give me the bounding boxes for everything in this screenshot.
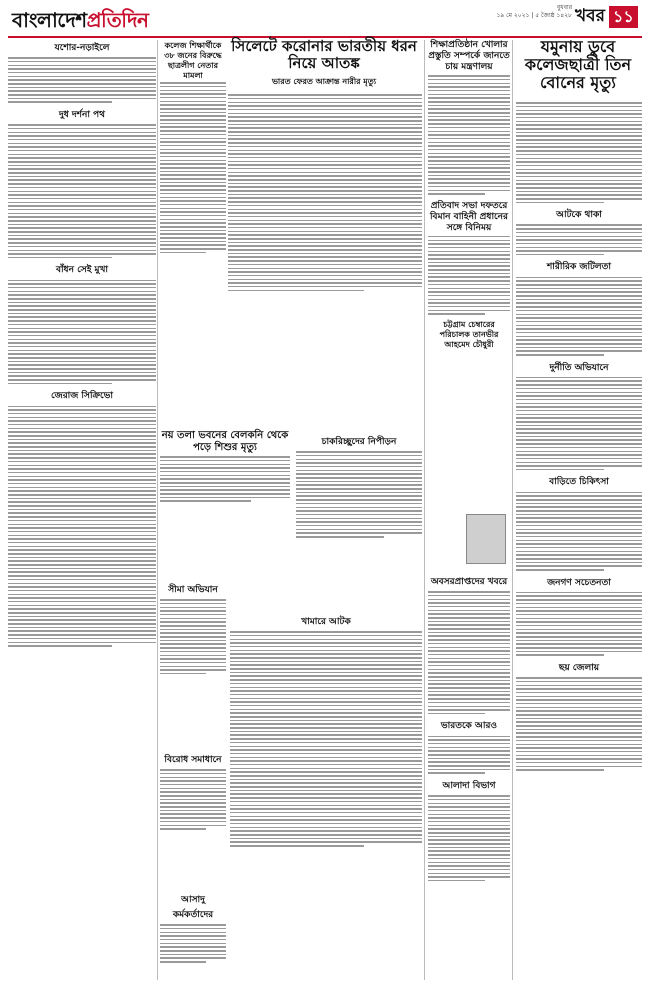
masthead bbox=[0, 0, 650, 36]
story-heading: বাঁধন সেই মুখা bbox=[55, 265, 109, 276]
column-5 bbox=[516, 100, 642, 773]
story-region: যশোর-নড়াইলে bbox=[54, 43, 110, 53]
body-text bbox=[8, 57, 156, 103]
story-heading: আসাদু কর্মকর্তাদের bbox=[172, 895, 214, 920]
right-headline: যমুনায় ডুবে কলেজছাত্রী তিন বোনের মৃত্যু bbox=[524, 37, 632, 92]
story-heading: শারীরিক জটিলতা bbox=[546, 262, 611, 273]
story-heading: সীমা অভিযান bbox=[168, 585, 218, 595]
lead-body bbox=[228, 92, 422, 293]
column-4 bbox=[428, 40, 510, 349]
newspaper-logo: বাংলাদেশপ্রতিদিন bbox=[12, 8, 149, 32]
story-heading: জেরাজ সিক্রিভো bbox=[50, 391, 113, 402]
story-retired bbox=[428, 570, 510, 884]
story-heading: খামারে আটক bbox=[301, 617, 351, 627]
column-2 bbox=[160, 40, 226, 256]
story-farm bbox=[230, 610, 422, 849]
column-1 bbox=[8, 40, 156, 649]
column-divider bbox=[424, 40, 425, 980]
story-heading: অবসরপ্রাপ্তদের খবরে bbox=[430, 577, 508, 587]
story-heading: বিরোধ সমাধানে bbox=[164, 755, 222, 765]
story-border bbox=[160, 578, 226, 677]
story-jobseekers bbox=[296, 430, 422, 540]
story-heading: আলাদা বিভাগ bbox=[442, 780, 496, 791]
dateline: বুধবার ১৯ মে ২০২১ | ৫ জ্যৈষ্ঠ ১৪২৮ bbox=[496, 4, 572, 19]
story-heading: নয় তলা ভবনের বেলকনি থেকে পড়ে শিশুর মৃত্যু bbox=[161, 430, 289, 453]
story-heading: চট্টগ্রাম চেম্বারের পরিচালক তানভীর আহমেদ চৌধুরী bbox=[439, 318, 499, 349]
story-heading: দুধ দর্শনা পথ bbox=[58, 109, 105, 120]
lead-headline: সিলেটে করোনার ভারতীয় ধরন নিয়ে আতঙ্ক bbox=[231, 37, 417, 72]
section-label: খবর ১১ bbox=[575, 4, 645, 30]
story-heading: জনগণ সচেতনতা bbox=[547, 577, 611, 588]
column-divider bbox=[157, 40, 158, 980]
story-heading: প্রতিবাদ সভা দফতরে বিমান বাহিনী প্রধানের সঙ্গে বিনিময় bbox=[429, 200, 508, 233]
story-heading: আটকে থাকা bbox=[556, 210, 602, 221]
page-number: ১১ bbox=[609, 6, 638, 28]
story-heading: ভারতকে আরও bbox=[440, 721, 498, 732]
story-heading: চাকরিচ্ছুদের নিপীড়ন bbox=[321, 437, 397, 447]
story-heading: শিক্ষাপ্রতিষ্ঠান খোলার প্রস্তুতি সম্পর্কে জানতে চায় মন্ত্রণালয় bbox=[428, 40, 510, 72]
story-heading: দুর্নীতি অভিযানে bbox=[549, 362, 609, 373]
story-officers bbox=[160, 888, 226, 965]
story-heading: কলেজ শিক্ষার্থীকে ৩৮ জনের বিরুদ্ধে ছাত্রলীগ নেতার মামলা bbox=[164, 40, 222, 80]
lead-subheadline: ভারত ফেরত আক্রান্ত নারীর মৃত্যু bbox=[271, 77, 377, 86]
column-divider bbox=[512, 40, 513, 980]
portrait-photo bbox=[466, 514, 506, 564]
story-balcony bbox=[160, 430, 290, 504]
story-heading: ছয় জেলায় bbox=[558, 662, 600, 673]
story-heading: বাড়িতে চিকিৎসা bbox=[549, 477, 609, 488]
story-dispute bbox=[160, 748, 226, 832]
